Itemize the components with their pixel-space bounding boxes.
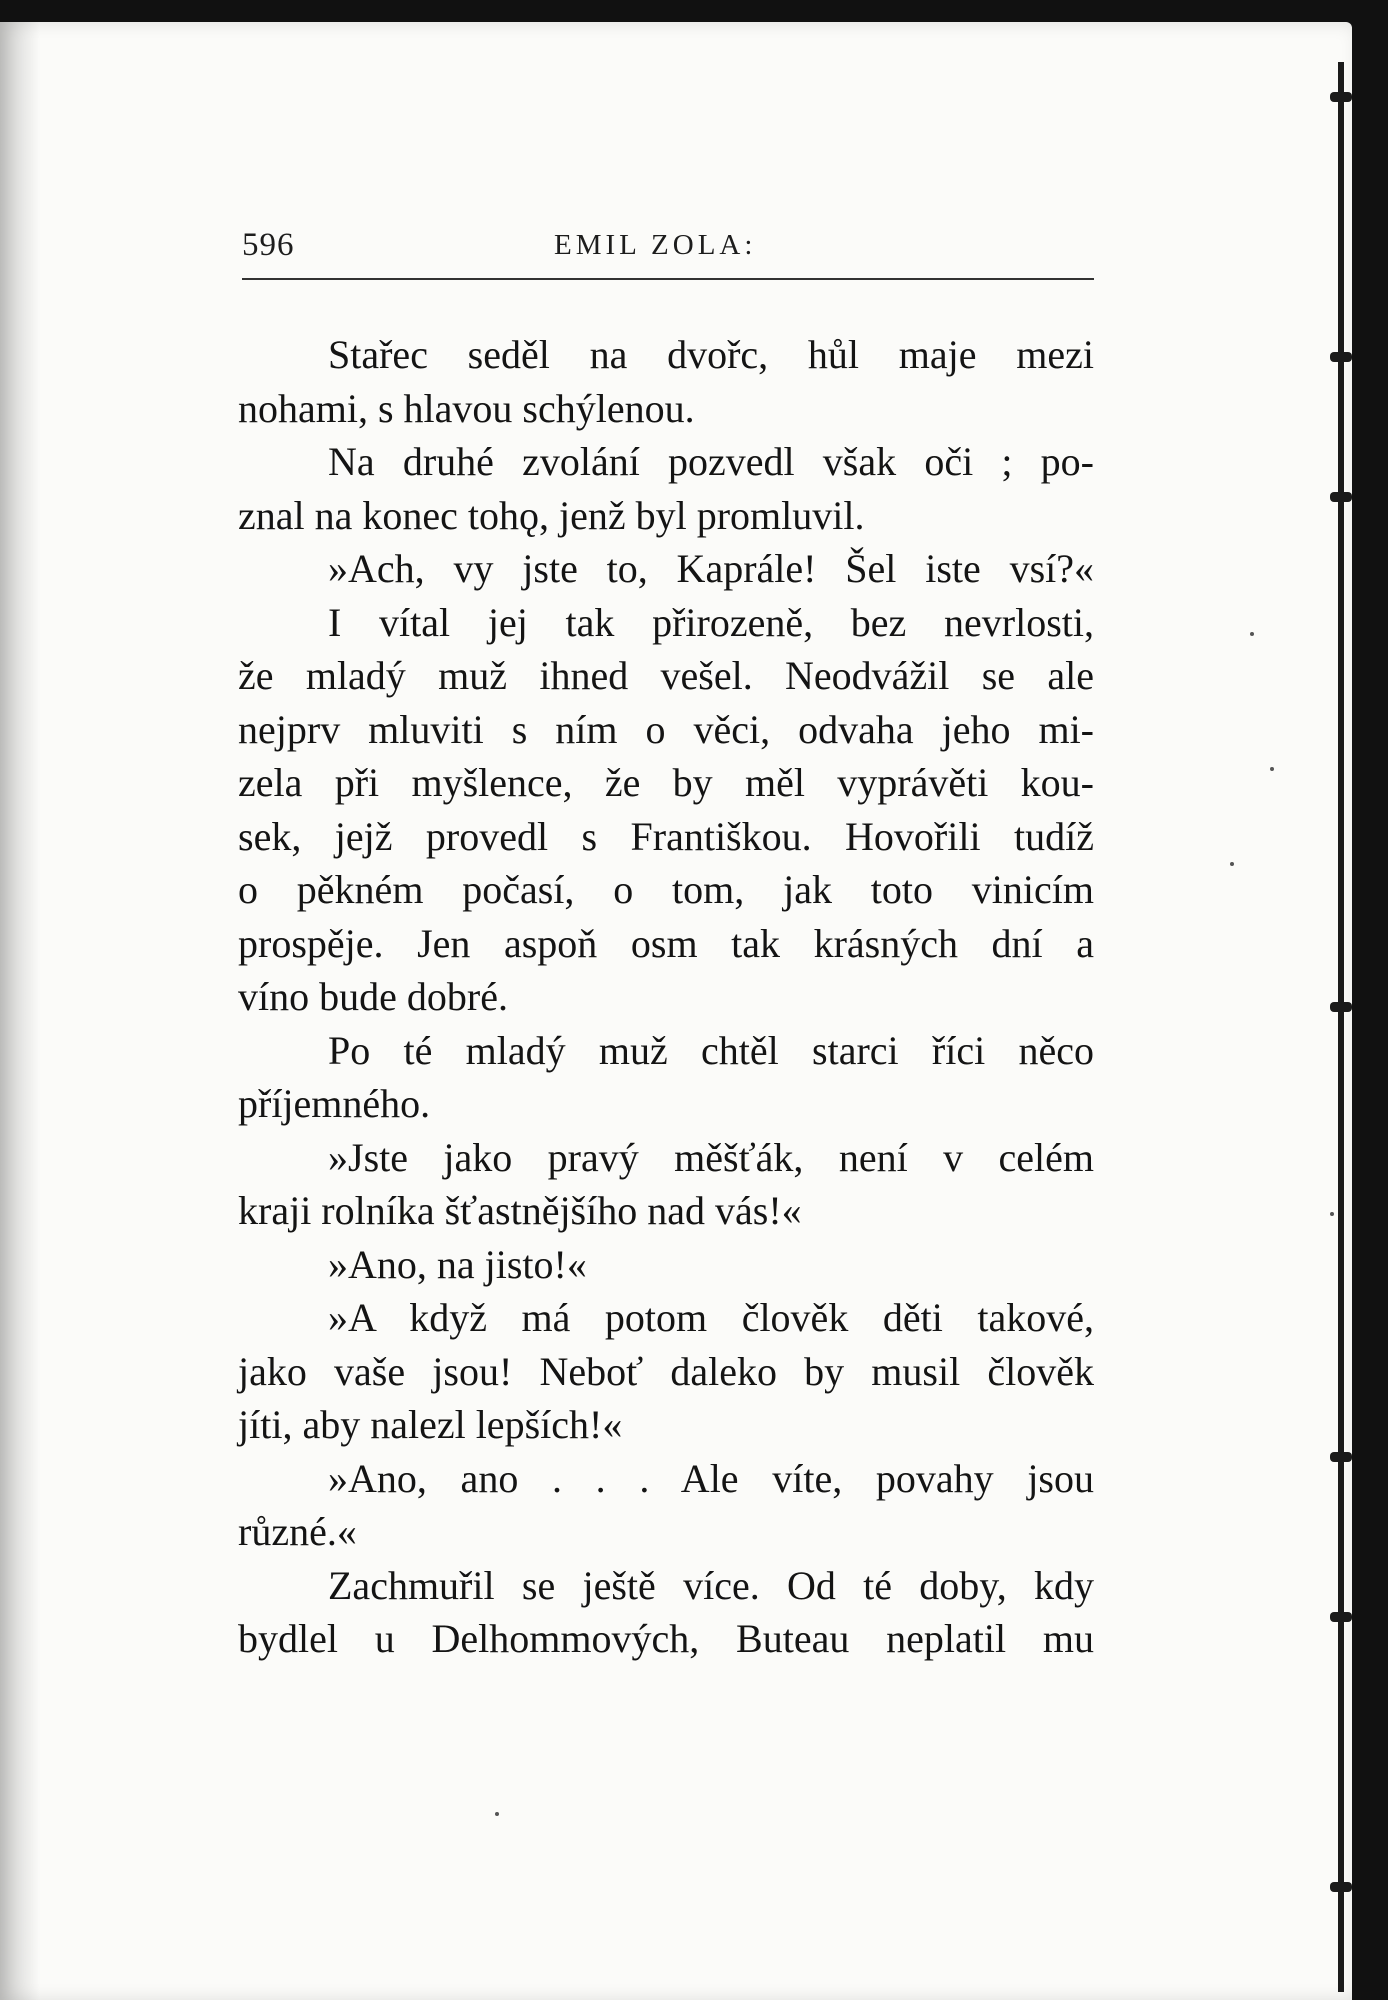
text-line: různé.« (238, 1509, 357, 1554)
page-edge-shadow (0, 22, 40, 2000)
text-line: nohami, s hlavou schýlenou. (238, 385, 695, 431)
text-line: bydlel u Delhommových, Buteau neplatil mu (238, 1616, 1094, 1661)
text-line: zela při myšlence, že by měl vyprávěti kou- (238, 760, 1094, 805)
paper-speck (1270, 767, 1274, 771)
text-line: I vítal jej tak přirozeně, bez nevrlosti, (328, 599, 1094, 645)
text-line: Na druhé zvolání pozvedl však oči ; po- (328, 439, 1094, 484)
body-text (238, 328, 1094, 1666)
text-line: kraji rolníka šťastnějšího nad vás!« (238, 1188, 802, 1233)
text-line: Po té mladý muž chtěl starci říci něco (328, 1027, 1094, 1073)
spine-notch (1330, 352, 1352, 362)
text-line: prospěje. Jen aspoň osm tak krásných dní a (238, 920, 1094, 966)
text-line: »Ach, vy jste to, Kaprále! Šel iste vsí?« (328, 546, 1094, 591)
text-line: »A když má potom člověk děti takové, (328, 1295, 1094, 1340)
text-line: nejprv mluviti s ním o věci, odvaha jeho mi- (238, 706, 1094, 752)
spine-notch (1330, 1452, 1352, 1462)
text-line: víno bude dobré. (238, 974, 508, 1019)
spine-notch (1330, 1882, 1352, 1892)
text-line: »Ano, ano . . . Ale víte, povahy jsou (328, 1455, 1094, 1501)
paper-speck (1230, 862, 1234, 866)
text-line: o pěkném počasí, o tom, jak toto vinicím (238, 867, 1094, 912)
paper-speck (1250, 632, 1254, 636)
spine-notch (1330, 1612, 1352, 1622)
spine-notch (1330, 492, 1352, 502)
text-line: sek, jejž provedl s Františkou. Hovořili tudíž (238, 813, 1094, 859)
text-line: »Jste jako pravý měšťák, není v celém (328, 1134, 1094, 1180)
text-line: že mladý muž ihned vešel. Neodvážil se ale (238, 653, 1094, 698)
book-page (0, 22, 1352, 2000)
text-line: příjemného. (238, 1081, 431, 1126)
text-line: znal na konec tohǫ, jenž byl promluvil. (238, 492, 865, 538)
page-number: 596 (242, 227, 295, 263)
paper-speck (1330, 1212, 1334, 1216)
running-head (242, 227, 1094, 277)
paper-speck (495, 1812, 499, 1816)
text-line: jako vaše jsou! Neboť daleko by musil člověk (238, 1348, 1094, 1394)
text-line: Zachmuřil se ještě více. Od té doby, kdy (328, 1562, 1094, 1608)
text-line: jíti, aby nalezl lepších!« (238, 1402, 623, 1447)
text-line: Stařec seděl na dvořc, hůl maje mezi (328, 332, 1094, 377)
spine-notch (1330, 92, 1352, 102)
header-rule (242, 278, 1094, 280)
running-title: EMIL ZOLA: (554, 229, 757, 261)
spine-notch (1330, 1002, 1352, 1012)
text-line: »Ano, na jisto!« (328, 1241, 587, 1287)
